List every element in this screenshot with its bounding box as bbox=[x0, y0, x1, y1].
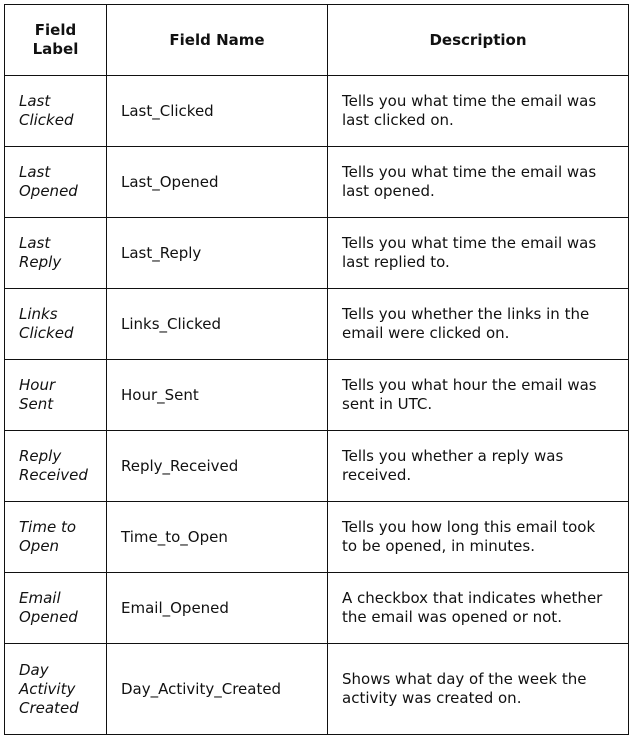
description-cell: Tells you what time the email was last clicked on. bbox=[328, 76, 629, 147]
field-name-cell: Last_Clicked bbox=[107, 76, 328, 147]
field-name-cell: Day_Activity_Created bbox=[107, 644, 328, 735]
description-cell: Tells you whether a reply was received. bbox=[328, 431, 629, 502]
field-label-cell: Last Clicked bbox=[5, 76, 107, 147]
field-label-cell: Links Clicked bbox=[5, 289, 107, 360]
field-name-cell: Email_Opened bbox=[107, 573, 328, 644]
header-description: Description bbox=[328, 5, 629, 76]
description-cell: Tells you what hour the email was sent in UTC. bbox=[328, 360, 629, 431]
description-cell: Tells you how long this email took to be opened, in minutes. bbox=[328, 502, 629, 573]
field-definitions-table bbox=[4, 4, 629, 735]
field-label-cell: Reply Received bbox=[5, 431, 107, 502]
description-cell: Tells you whether the links in the email were clicked on. bbox=[328, 289, 629, 360]
field-label-cell: Day Activity Created bbox=[5, 644, 107, 735]
table-row bbox=[5, 431, 629, 502]
table-row bbox=[5, 218, 629, 289]
table-row bbox=[5, 289, 629, 360]
field-name-cell: Reply_Received bbox=[107, 431, 328, 502]
field-label-cell: Email Opened bbox=[5, 573, 107, 644]
field-name-cell: Links_Clicked bbox=[107, 289, 328, 360]
field-label-cell: Last Opened bbox=[5, 147, 107, 218]
table-row bbox=[5, 502, 629, 573]
table-row bbox=[5, 573, 629, 644]
description-cell: A checkbox that indicates whether the email was opened or not. bbox=[328, 573, 629, 644]
description-cell: Tells you what time the email was last opened. bbox=[328, 147, 629, 218]
table-row bbox=[5, 76, 629, 147]
field-name-cell: Hour_Sent bbox=[107, 360, 328, 431]
field-label-cell: Hour Sent bbox=[5, 360, 107, 431]
header-field-label: Field Label bbox=[5, 5, 107, 76]
description-cell: Shows what day of the week the activity was created on. bbox=[328, 644, 629, 735]
header-field-name: Field Name bbox=[107, 5, 328, 76]
field-name-cell: Time_to_Open bbox=[107, 502, 328, 573]
field-label-cell: Time to Open bbox=[5, 502, 107, 573]
table-row bbox=[5, 644, 629, 735]
header-row bbox=[5, 5, 629, 76]
table-row bbox=[5, 147, 629, 218]
field-name-cell: Last_Opened bbox=[107, 147, 328, 218]
description-cell: Tells you what time the email was last replied to. bbox=[328, 218, 629, 289]
field-label-cell: Last Reply bbox=[5, 218, 107, 289]
field-name-cell: Last_Reply bbox=[107, 218, 328, 289]
table-row bbox=[5, 360, 629, 431]
